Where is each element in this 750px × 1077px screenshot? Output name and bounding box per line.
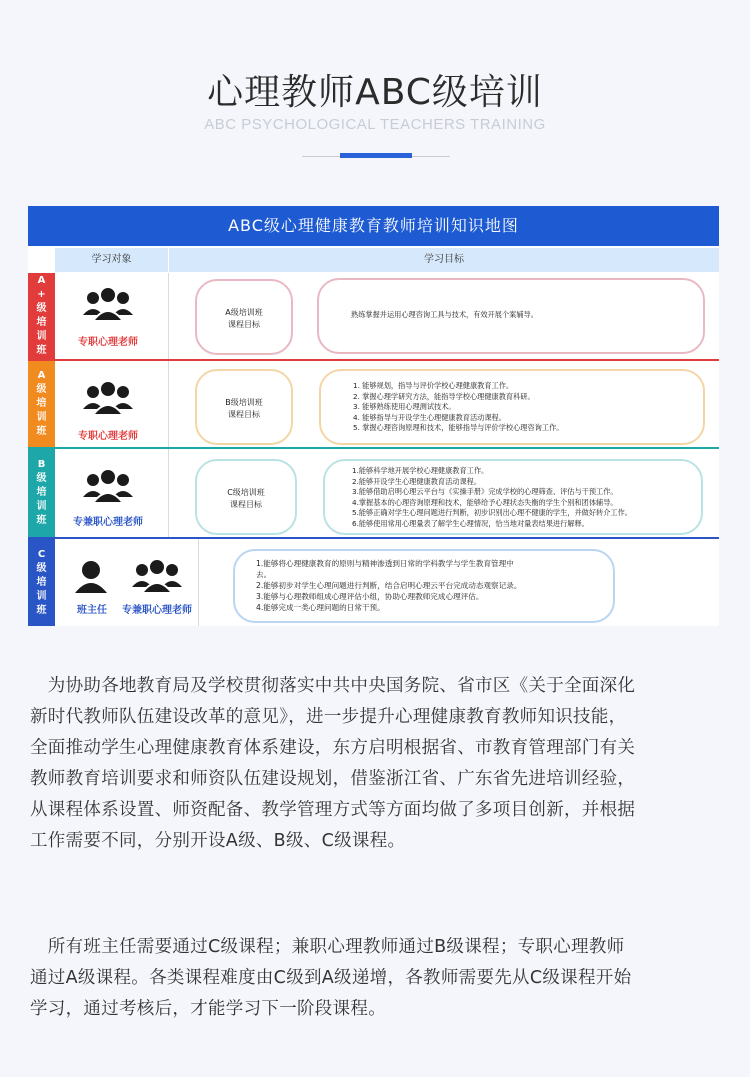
title-accent-bar: [340, 153, 412, 158]
column-divider: [168, 361, 169, 447]
target-label-homeroom: 班主任: [77, 605, 107, 616]
column-header-target: 学习对象: [55, 248, 168, 272]
person-icon: [75, 559, 107, 593]
column-header-goal: 学习目标: [169, 248, 719, 272]
row-tag-a-plus: A + 级 培 训 班: [28, 273, 55, 359]
column-divider: [198, 539, 199, 626]
row-tag-c: C 级 培 训 班: [28, 539, 55, 626]
goal-text: 熟练掌握并运用心理咨询工具与技术，有效开展个案辅导。: [351, 310, 538, 319]
target-label: 专兼职心理老师: [122, 605, 192, 616]
intro-paragraph: 为协助各地教育局及学校贯彻落实中共中央国务院、省市区《关于全面深化 新时代教师队伍建设改革的意见》，进一步提升心理健康教育教师知识技能， 全面推动学生心理健康教育体系建设，东方启明根据省、市教育管理部门有关 教师教育培训要求和师资队伍建设规划，借鉴浙江省、广东省先进培训经验， 从课程体系设置、师资配备、教学管理方式等方面均做了多项目创新，并根据 工作需要不同，分别开设A级、B级、C级课程。: [30, 676, 636, 851]
group-people-icon: [83, 285, 133, 323]
course-goal-pill-label: A级培训班 课程目标: [225, 308, 263, 329]
page-title: 心理教师ABC级培训: [207, 72, 543, 113]
goal-text: 1.能够科学地开展学校心理健康教育工作。 2.能够开设学生心理健康教育活动课程。 3.能够借助启明心理云平台与《实操手册》完成学校的心理筛查、评估与干预工作。 4.掌握基本的心理咨询原理和技术，能够给予心理状态失衡的学生个别和团体辅导。 5.能够正确对学生心理问题进行判断，初步识别出心理不健康的学生，并做好转介工作。 6.能够使用常用心理量表了解学生心理情况，恰当地对量表结果进行解释。: [352, 466, 632, 528]
target-label: 专职心理老师: [78, 337, 138, 348]
knowledge-map: [28, 206, 719, 626]
course-goal-pill-label: C级培训班 课程目标: [227, 488, 265, 509]
row-tag-a: A 级 培 训 班: [28, 361, 55, 447]
group-people-icon: [83, 379, 133, 417]
page-subtitle: ABC PSYCHOLOGICAL TEACHERS TRAINING: [204, 116, 546, 133]
course-requirement-paragraph: 所有班主任需要通过C级课程；兼职心理教师通过B级课程；专职心理教师 通过A级课程。各类课程难度由C级到A级递增，各教师需要先从C级课程开始 学习，通过考核后，才能学习下一阶段课程。: [30, 937, 632, 1019]
group-people-icon: [132, 557, 182, 595]
row-a-plus: [28, 273, 719, 359]
goal-text: 1. 能够规划，指导与评价学校心理健康教育工作。 2. 掌握心理学研究方法，能指导学校心理健康教育科研。 3. 能够熟练使用心理测试技术。 4. 能够指导与开设学生心理健康教育活动课程。 5. 掌握心理咨询原理和技术，能够指导与评价学校心理咨询工作。: [353, 381, 564, 432]
goal-text: 1.能够将心理健康教育的原则与精神渗透到日常的学科教学与学生教育管理中 去。 2.能够初步对学生心理问题进行判断，结合启明心理云平台完成动态观察记录。 3.能够与心理教师组成心理评估小组，协助心理教师完成心理评估。 4.能够完成一类心理问题的日常干预。: [256, 559, 522, 612]
target-label: 专兼职心理老师: [73, 517, 143, 528]
row-tag-b: B 级 培 训 班: [28, 449, 55, 537]
group-people-icon: [83, 467, 133, 505]
knowledge-map-title: ABC级心理健康教育教师培训知识地图: [28, 206, 719, 246]
row-a: [28, 361, 719, 447]
column-divider: [168, 449, 169, 537]
row-c: [28, 539, 719, 626]
target-label: 专职心理老师: [78, 431, 138, 442]
column-divider: [168, 273, 169, 359]
page-header: [0, 0, 750, 200]
row-b: [28, 449, 719, 537]
course-goal-pill-label: B级培训班 课程目标: [225, 398, 263, 419]
